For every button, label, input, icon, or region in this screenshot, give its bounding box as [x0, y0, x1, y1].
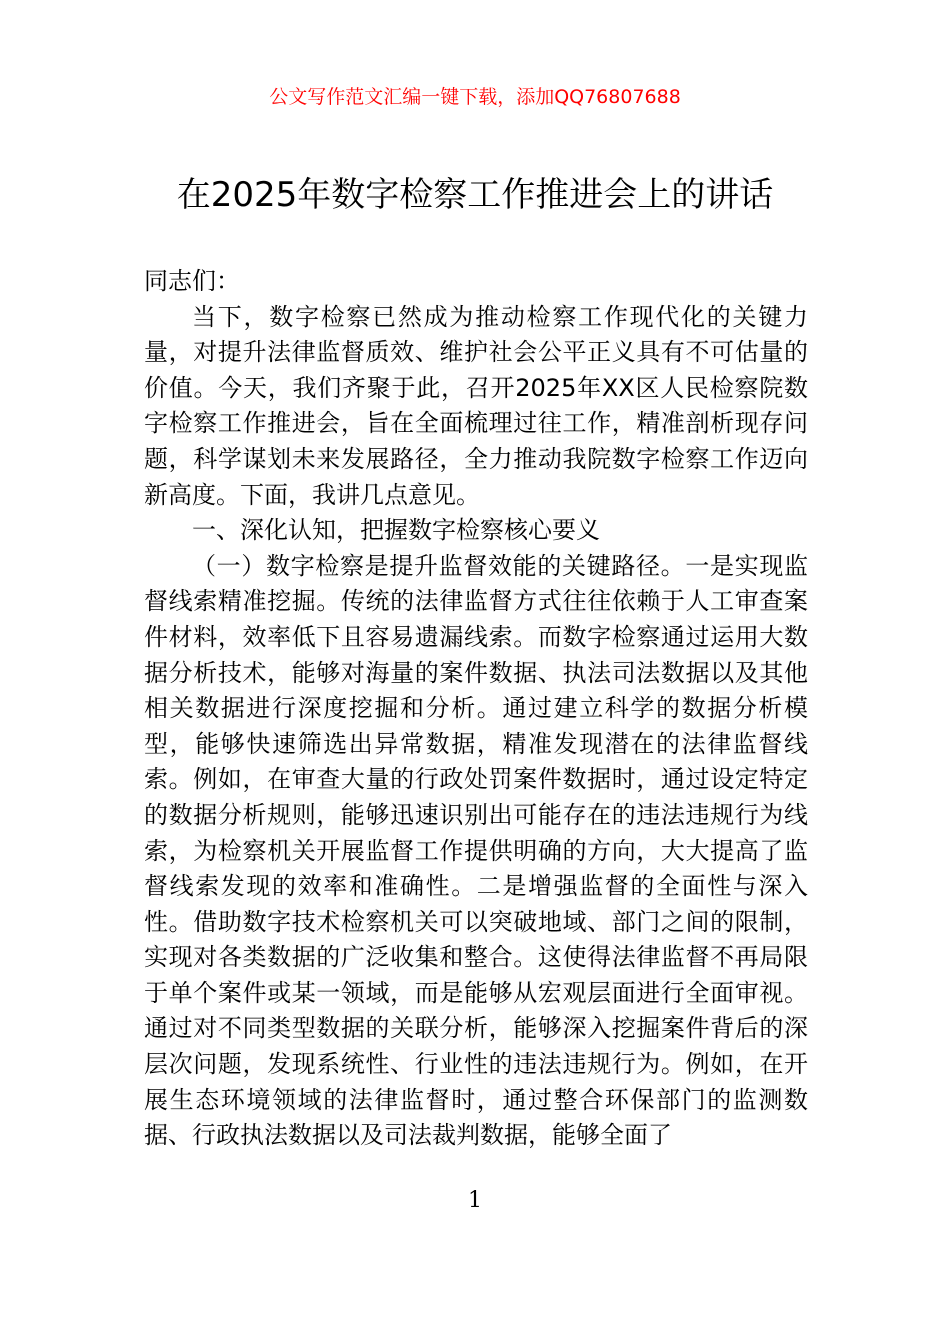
- section-heading-1: 一、深化认知，把握数字检察核心要义: [192, 516, 600, 545]
- document-title: 在2025年数字检察工作推进会上的讲话: [176, 175, 774, 215]
- download-notice: 公文写作范文汇编一键下载，添加QQ76807688: [269, 86, 681, 108]
- document-body: [144, 264, 808, 1154]
- salutation: 同志们：: [144, 267, 240, 295]
- page-number: 1: [468, 1188, 482, 1213]
- paragraph-intro: 当下，数字检察已然成为推动检察工作现代化的关键力量，对提升法律监督质效、维护社会公平正义具有不可估量的价值。今天，我们齐聚于此，召开2025年XX区人民检察院数字检察工作推进会，旨在全面梳理过往工作，精准剖析现存问题，科学谋划未来发展路径，全力推动我院数字检察工作迈向新高度。下面，我讲几点意见。: [144, 302, 808, 509]
- paragraph-section-1-1: （一）数字检察是提升监督效能的关键路径。一是实现监督线索精准挖掘。传统的法律监督方式往往依赖于人工审查案件材料，效率低下且容易遗漏线索。而数字检察通过运用大数据分析技术，能够对海量的案件数据、执法司法数据以及其他相关数据进行深度挖掘和分析。通过建立科学的数据分析模型，能够快速筛选出异常数据，精准发现潜在的法律监督线索。例如，在审查大量的行政处罚案件数据时，通过设定特定的数据分析规则，能够迅速识别出可能存在的违法违规行为线索，为检察机关开展监督工作提供明确的方向，大大提高了监督线索发现的效率和准确性。二是增强监督的全面性与深入性。借助数字技术检察机关可以突破地域、部门之间的限制，实现对各类数据的广泛收集和整合。这使得法律监督不再局限于单个案件或某一领域，而是能够从宏观层面进行全面审视。通过对不同类型数据的关联分析，能够深入挖掘案件背后的深层次问题，发现系统性、行业性的违法违规行为。例如，在开展生态环境领域的法律监督时，通过整合环保部门的监测数据、行政执法数据以及司法裁判数据，能够全面了: [144, 551, 808, 1150]
